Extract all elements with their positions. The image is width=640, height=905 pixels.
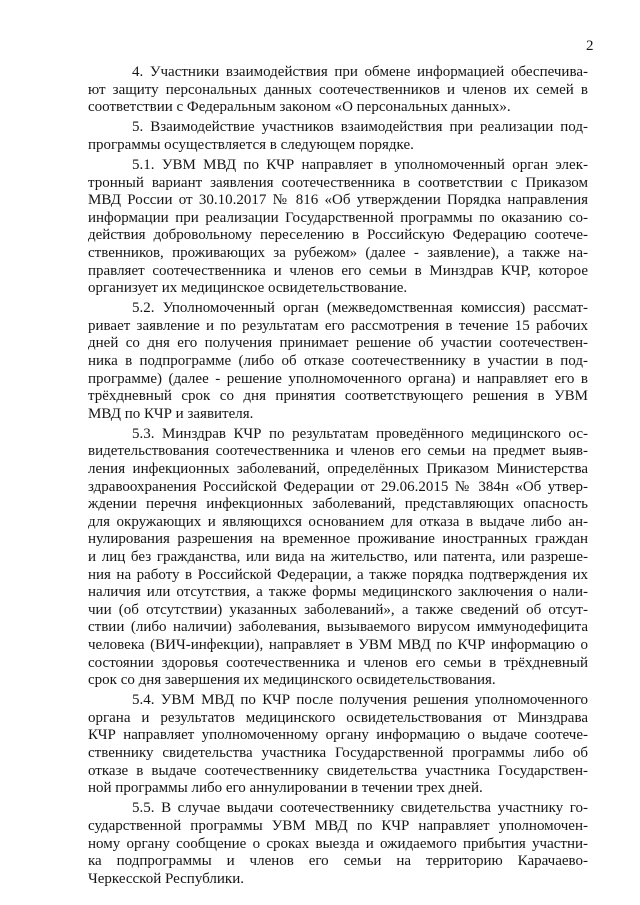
text-line: ривает заявление и по результатам его рассмотрения в течение 15 рабочих (88, 317, 588, 334)
text-line: видетельствования соотечественника и членов его семьи на предмет выяв- (88, 443, 588, 460)
text-line: программы осуществляется в следующем порядке. (88, 136, 414, 153)
text-line: дней со дня его получения принимает решение об участии соотечествен- (88, 335, 588, 352)
text-line: ждении перечня инфекционных заболеваний, представляющих опасность (88, 496, 588, 513)
text-line: 5.4. УВМ МВД по КЧР после получения решения уполномоченного (132, 692, 588, 709)
paragraph (88, 119, 588, 154)
text-line: ления инфекционных заболеваний, определённых Приказом Министерства (88, 461, 588, 478)
text-line: 5. Взаимодействие участников взаимодействия при реализации под- (132, 119, 588, 136)
text-line: МВД России от 30.10.2017 № 816 «Об утверждении Порядка направления (88, 192, 588, 209)
text-line: ника в подпрограмме (либо об отказе соотечественнику в участии в под- (88, 353, 588, 369)
text-line: состоянии здоровья соотечественника и членов его семьи в трёхдневный (88, 654, 588, 671)
paragraph (88, 692, 588, 798)
text-line: человека (ВИЧ-инфекции), направляет в УВМ МВД по КЧР информацию о (88, 637, 588, 653)
text-line: ной программы либо его аннулировании в течении трех дней. (88, 780, 483, 797)
text-line: КЧР направляет уполномоченному органу информацию о выдаче соотече- (88, 727, 588, 744)
text-line: 4. Участники взаимодействия при обмене информацией обеспечива- (132, 64, 588, 80)
text-line: 5.2. Уполномоченный орган (межведомственная комиссия) рассмат- (132, 300, 588, 317)
paragraph (88, 64, 588, 117)
text-line: ственнику свидетельства участника Государственной программы либо об (88, 745, 588, 762)
text-line: Черкесской Республики. (88, 870, 244, 887)
text-line: программе) (далее - решение уполномоченного органа) и направляет его в (88, 370, 588, 387)
paragraph (88, 426, 588, 690)
text-line: действия добровольному переселению в Российскую Федерацию соотече- (88, 227, 588, 244)
text-line: для окружающих и являющихся основанием для отказа в выдаче либо ан- (88, 513, 588, 530)
paragraph (88, 300, 588, 423)
text-line: ствии (либо наличии) заболевания, вызываемого вирусом иммунодефицита (88, 619, 588, 636)
text-line: ния на работу в Российской Федерации, а также порядка подтверждения их (88, 566, 588, 583)
text-line: срок со дня завершения их медицинского освидетельствования. (88, 672, 496, 689)
text-line: ственников, проживающих за рубежом» (далее - заявление), а также на- (88, 244, 588, 261)
text-line: отказе в выдаче соотечественнику свидетельства участника Государствен- (88, 762, 588, 779)
text-line: МВД по КЧР и заявителя. (88, 405, 254, 422)
text-line: тронный вариант заявления соотечественника в соответствии с Приказом (88, 174, 588, 191)
text-line: организует их медицинское освидетельствование. (88, 280, 408, 297)
document-body (88, 64, 588, 888)
text-line: ют защиту персональных данных соотечественников и членов их семей в (88, 81, 588, 98)
text-line: ка подпрограммы и членов его семьи на территорию Карачаево- (88, 853, 588, 870)
text-line: информации при реализации Государственной программы по оказанию со- (88, 209, 588, 226)
text-line: правляет соотечественника и членов его семьи в Минздрав КЧР, которое (88, 262, 588, 279)
text-line: 5.1. УВМ МВД по КЧР направляет в уполномоченный орган элек- (132, 156, 588, 173)
text-line: здравоохранения Российской Федерации от 29.06.2015 № 384н «Об утвер- (88, 478, 588, 495)
text-line: соответствии с Федеральным законом «О персональных данных». (88, 99, 511, 116)
text-line: нулирования разрешения на временное проживание иностранных граждан (88, 531, 588, 548)
text-line: 5.3. Минздрав КЧР по результатам проведённого медицинского ос- (132, 425, 588, 442)
text-line: 5.5. В случае выдачи соотечественнику свидетельства участнику го- (132, 800, 588, 817)
text-line: органа и результатов медицинского освидетельствования от Минздрава (88, 709, 588, 726)
text-line: и лиц без гражданства, или вида на жительство, или патента, или разреше- (88, 549, 588, 566)
paragraph (88, 800, 588, 888)
text-line: ному органу сообщение о сроках выезда и ожидаемого прибытия участни- (88, 835, 588, 852)
text-line: чии (об отсутствии) указанных заболеваний», а также сведений об отсут- (88, 601, 588, 618)
text-line: трёхдневный срок со дня принятия соответствующего решения в УВМ (88, 388, 588, 405)
text-line: сударственной программы УВМ МВД по КЧР направляет уполномочен- (88, 817, 588, 834)
page-number: 2 (586, 38, 594, 54)
text-line: наличия или отсутствия, а также формы медицинского заключения о нали- (88, 584, 588, 601)
paragraph (88, 157, 588, 298)
